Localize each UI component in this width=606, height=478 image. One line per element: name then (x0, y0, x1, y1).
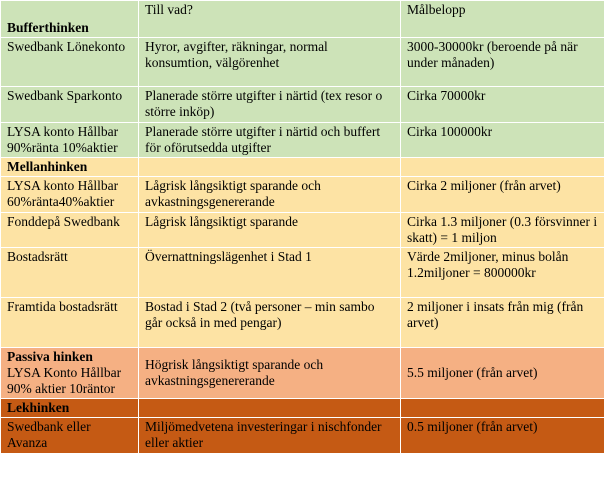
section-title-lek: Lekhinken (1, 399, 139, 418)
table-row (1, 418, 605, 454)
purpose-cell: Hyror, avgifter, räkningar, normal konsumtion, välgörenhet (139, 38, 401, 87)
header-bufferthinken (1, 1, 139, 38)
amount-cell: 0.5 miljoner (från arvet) (401, 418, 605, 454)
account-cell: Swedbank Sparkonto (1, 87, 139, 123)
amount-cell: 5.5 miljoner (från arvet) (401, 348, 605, 399)
account-cell (1, 348, 139, 399)
purpose-cell: Planerade större utgifter i närtid (tex resor o större inköp) (139, 87, 401, 123)
table-row (1, 123, 605, 158)
empty-cell (139, 399, 401, 418)
amount-cell: 3000-30000kr (beroende på när under månaden) (401, 38, 605, 87)
purpose-cell: Miljömedvetena investeringar i nischfonder eller aktier (139, 418, 401, 454)
purpose-cell: Bostad i Stad 2 (två personer – min sambo går också in med pengar) (139, 298, 401, 348)
account-cell: LYSA konto Hållbar 90%ränta 10%aktier (1, 123, 139, 158)
section-row-mellanhinken (1, 158, 605, 177)
account-cell: Swedbank eller Avanza (1, 418, 139, 454)
purpose-cell: Lågrisk långsiktigt sparande och avkastningsgenererande (139, 177, 401, 213)
purpose-cell: Planerade större utgifter i närtid och buffert för oförutsedda utgifter (139, 123, 401, 158)
header-row (1, 1, 605, 38)
empty-row (1, 454, 605, 476)
table-row (1, 298, 605, 348)
table-row (1, 177, 605, 213)
section-title-passiva: Passiva hinken (7, 349, 93, 364)
section-row-passiva-hinken (1, 348, 605, 399)
account-cell: Fonddepå Swedbank (1, 213, 139, 248)
amount-cell: Cirka 2 miljoner (från arvet) (401, 177, 605, 213)
empty-cell (401, 399, 605, 418)
account-cell: Swedbank Lönekonto (1, 38, 139, 87)
table-row (1, 213, 605, 248)
header-till-vad: Till vad? (139, 1, 401, 38)
account-cell: Framtida bostadsrätt (1, 298, 139, 348)
account-cell: LYSA konto Hållbar 60%ränta40%aktier (1, 177, 139, 213)
empty-cell (401, 158, 605, 177)
purpose-cell: Lågrisk långsiktigt sparande (139, 213, 401, 248)
empty-cell (1, 454, 139, 476)
amount-cell: Cirka 70000kr (401, 87, 605, 123)
empty-cell (401, 454, 605, 476)
account-name: LYSA Konto Hållbar 90% aktier 10räntor (7, 365, 122, 396)
amount-cell: Cirka 1.3 miljoner (0.3 försvinner i skatt) = 1 miljon (401, 213, 605, 248)
purpose-cell: Högrisk långsiktigt sparande och avkastningsgenererande (139, 348, 401, 399)
amount-cell: 2 miljoner i insats från mig (från arvet) (401, 298, 605, 348)
table-row (1, 38, 605, 87)
table-row (1, 87, 605, 123)
amount-cell: Cirka 100000kr (401, 123, 605, 158)
account-cell: Bostadsrätt (1, 248, 139, 298)
empty-cell (139, 158, 401, 177)
header-malbelopp: Målbelopp (401, 1, 605, 38)
section-title-buffer: Bufferthinken (7, 20, 89, 35)
section-title-mellan: Mellanhinken (1, 158, 139, 177)
amount-cell: Värde 2miljoner, minus bolån 1.2miljoner = 800000kr (401, 248, 605, 298)
purpose-cell: Övernattningslägenhet i Stad 1 (139, 248, 401, 298)
section-row-lekhinken (1, 399, 605, 418)
empty-cell (139, 454, 401, 476)
table-row (1, 248, 605, 298)
